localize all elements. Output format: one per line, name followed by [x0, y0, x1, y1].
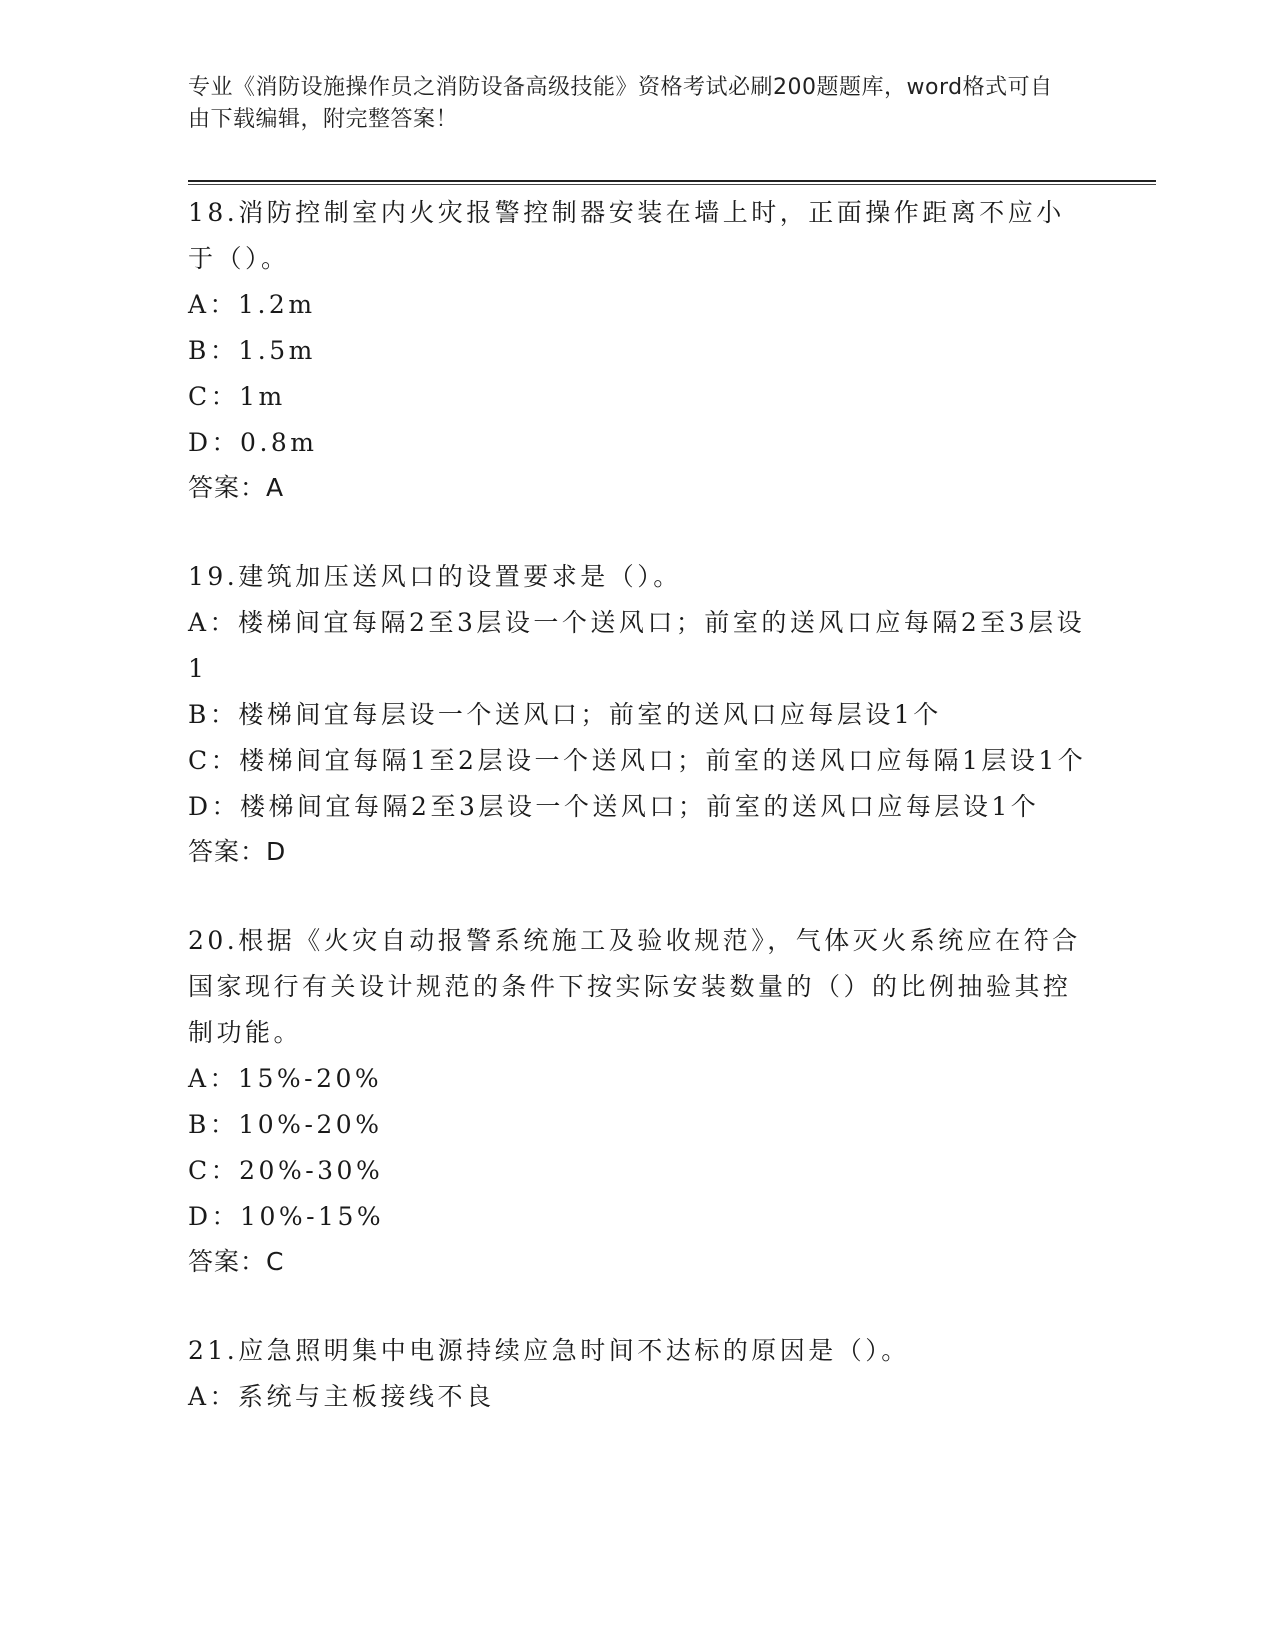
answer: 答案：C	[188, 1247, 285, 1276]
option-b: B：1.5m	[188, 336, 316, 365]
question-20	[188, 918, 1088, 1284]
option-b: B：楼梯间宜每层设一个送风口；前室的送风口应每层设1个	[188, 700, 942, 729]
header-divider-thin	[188, 184, 1156, 185]
document-header: 专业《消防设施操作员之消防设备高级技能》资格考试必刷200题题库，word格式可自由下载编辑，附完整答案！	[188, 75, 1053, 132]
option-a: A：1.2m	[188, 290, 316, 319]
question-stem: 18.消防控制室内火灾报警控制器安装在墙上时，正面操作距离不应小于（）。	[188, 198, 1065, 273]
option-c: C：20%-30%	[188, 1156, 384, 1185]
option-a: A：系统与主板接线不良	[188, 1382, 495, 1411]
option-a: A：15%-20%	[188, 1064, 383, 1093]
answer: 答案：D	[188, 837, 287, 866]
question-stem: 20.根据《火灾自动报警系统施工及验收规范》，气体灭火系统应在符合国家现行有关设计规范的条件下按实际安装数量的（）的比例抽验其控制功能。	[188, 926, 1081, 1047]
option-d: D：0.8m	[188, 428, 318, 457]
question-stem: 21.应急照明集中电源持续应急时间不达标的原因是（）。	[188, 1336, 910, 1365]
option-c: C：1m	[188, 382, 286, 411]
question-stem: 19.建筑加压送风口的设置要求是（）。	[188, 562, 682, 591]
question-19	[188, 554, 1088, 874]
answer: 答案：A	[188, 473, 285, 502]
option-a: A：楼梯间宜每隔2至3层设一个送风口；前室的送风口应每隔2至3层设1	[188, 608, 1086, 683]
option-b: B：10%-20%	[188, 1110, 383, 1139]
option-c: C：楼梯间宜每隔1至2层设一个送风口；前室的送风口应每隔1层设1个	[188, 746, 1087, 775]
question-18	[188, 190, 1088, 510]
question-list	[188, 190, 1088, 1420]
option-d: D：10%-15%	[188, 1202, 385, 1231]
question-21	[188, 1328, 1088, 1420]
option-d: D：楼梯间宜每隔2至3层设一个送风口；前室的送风口应每层设1个	[188, 792, 1040, 821]
header-divider-thick	[188, 180, 1156, 182]
